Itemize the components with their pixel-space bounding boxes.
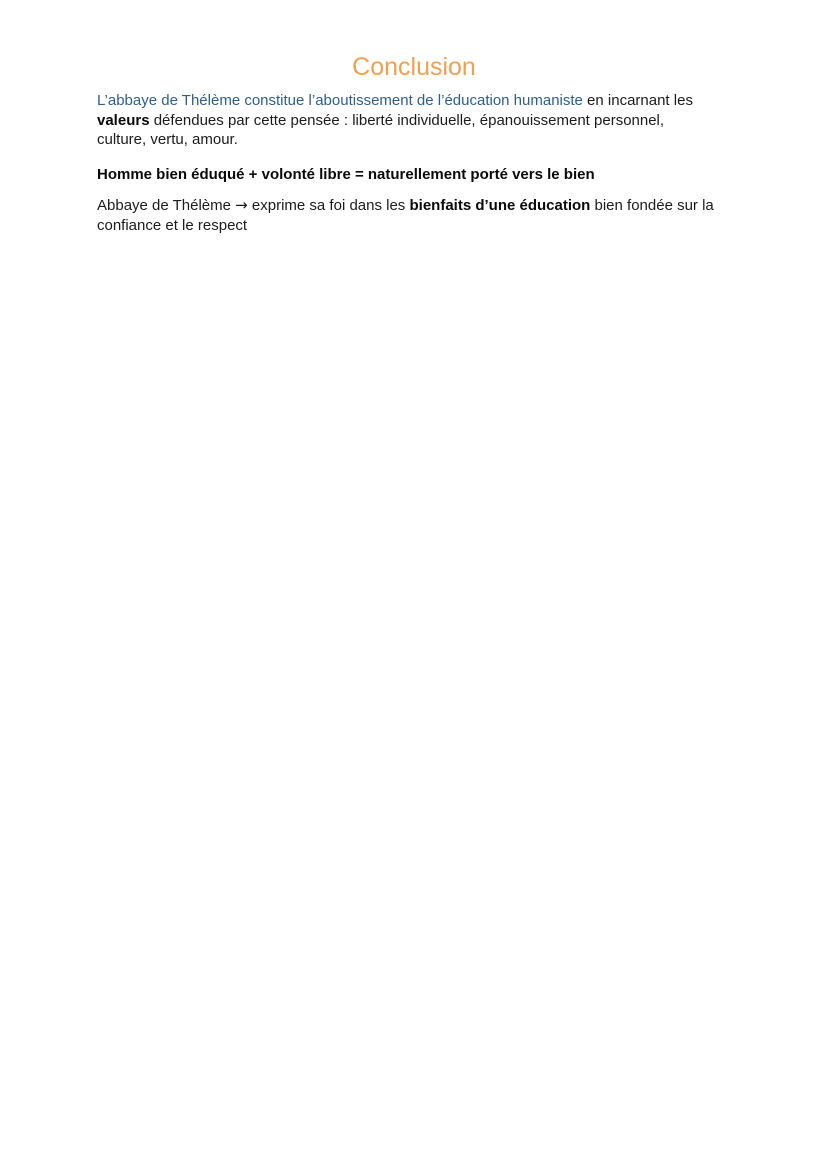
intro-highlight-text: L’abbaye de Thélème constitue l’aboutissement de l’éducation humaniste xyxy=(97,92,583,109)
page-title: Conclusion xyxy=(352,53,476,81)
equation-line: Homme bien éduqué + volonté libre = naturellement porté vers le bien xyxy=(97,165,595,183)
abbaye-bold-bienfaits: bienfaits d’une éducation xyxy=(409,197,591,214)
abbaye-paragraph xyxy=(97,196,717,235)
intro-mid-text: en incarnant les xyxy=(582,92,693,109)
abbaye-mid-text: exprime sa foi dans les xyxy=(247,197,410,214)
abbaye-start-text: Abbaye de Thélème xyxy=(97,197,236,214)
intro-paragraph xyxy=(97,91,717,150)
right-arrow-icon: → xyxy=(235,196,248,214)
abbaye-end-text: bien fondée sur la confiance et le respect xyxy=(97,197,714,234)
intro-rest-text: défendues par cette pensée : liberté individuelle, épanouissement personnel, culture, vertu, amour. xyxy=(97,111,665,148)
intro-bold-valeurs: valeurs xyxy=(97,111,150,129)
